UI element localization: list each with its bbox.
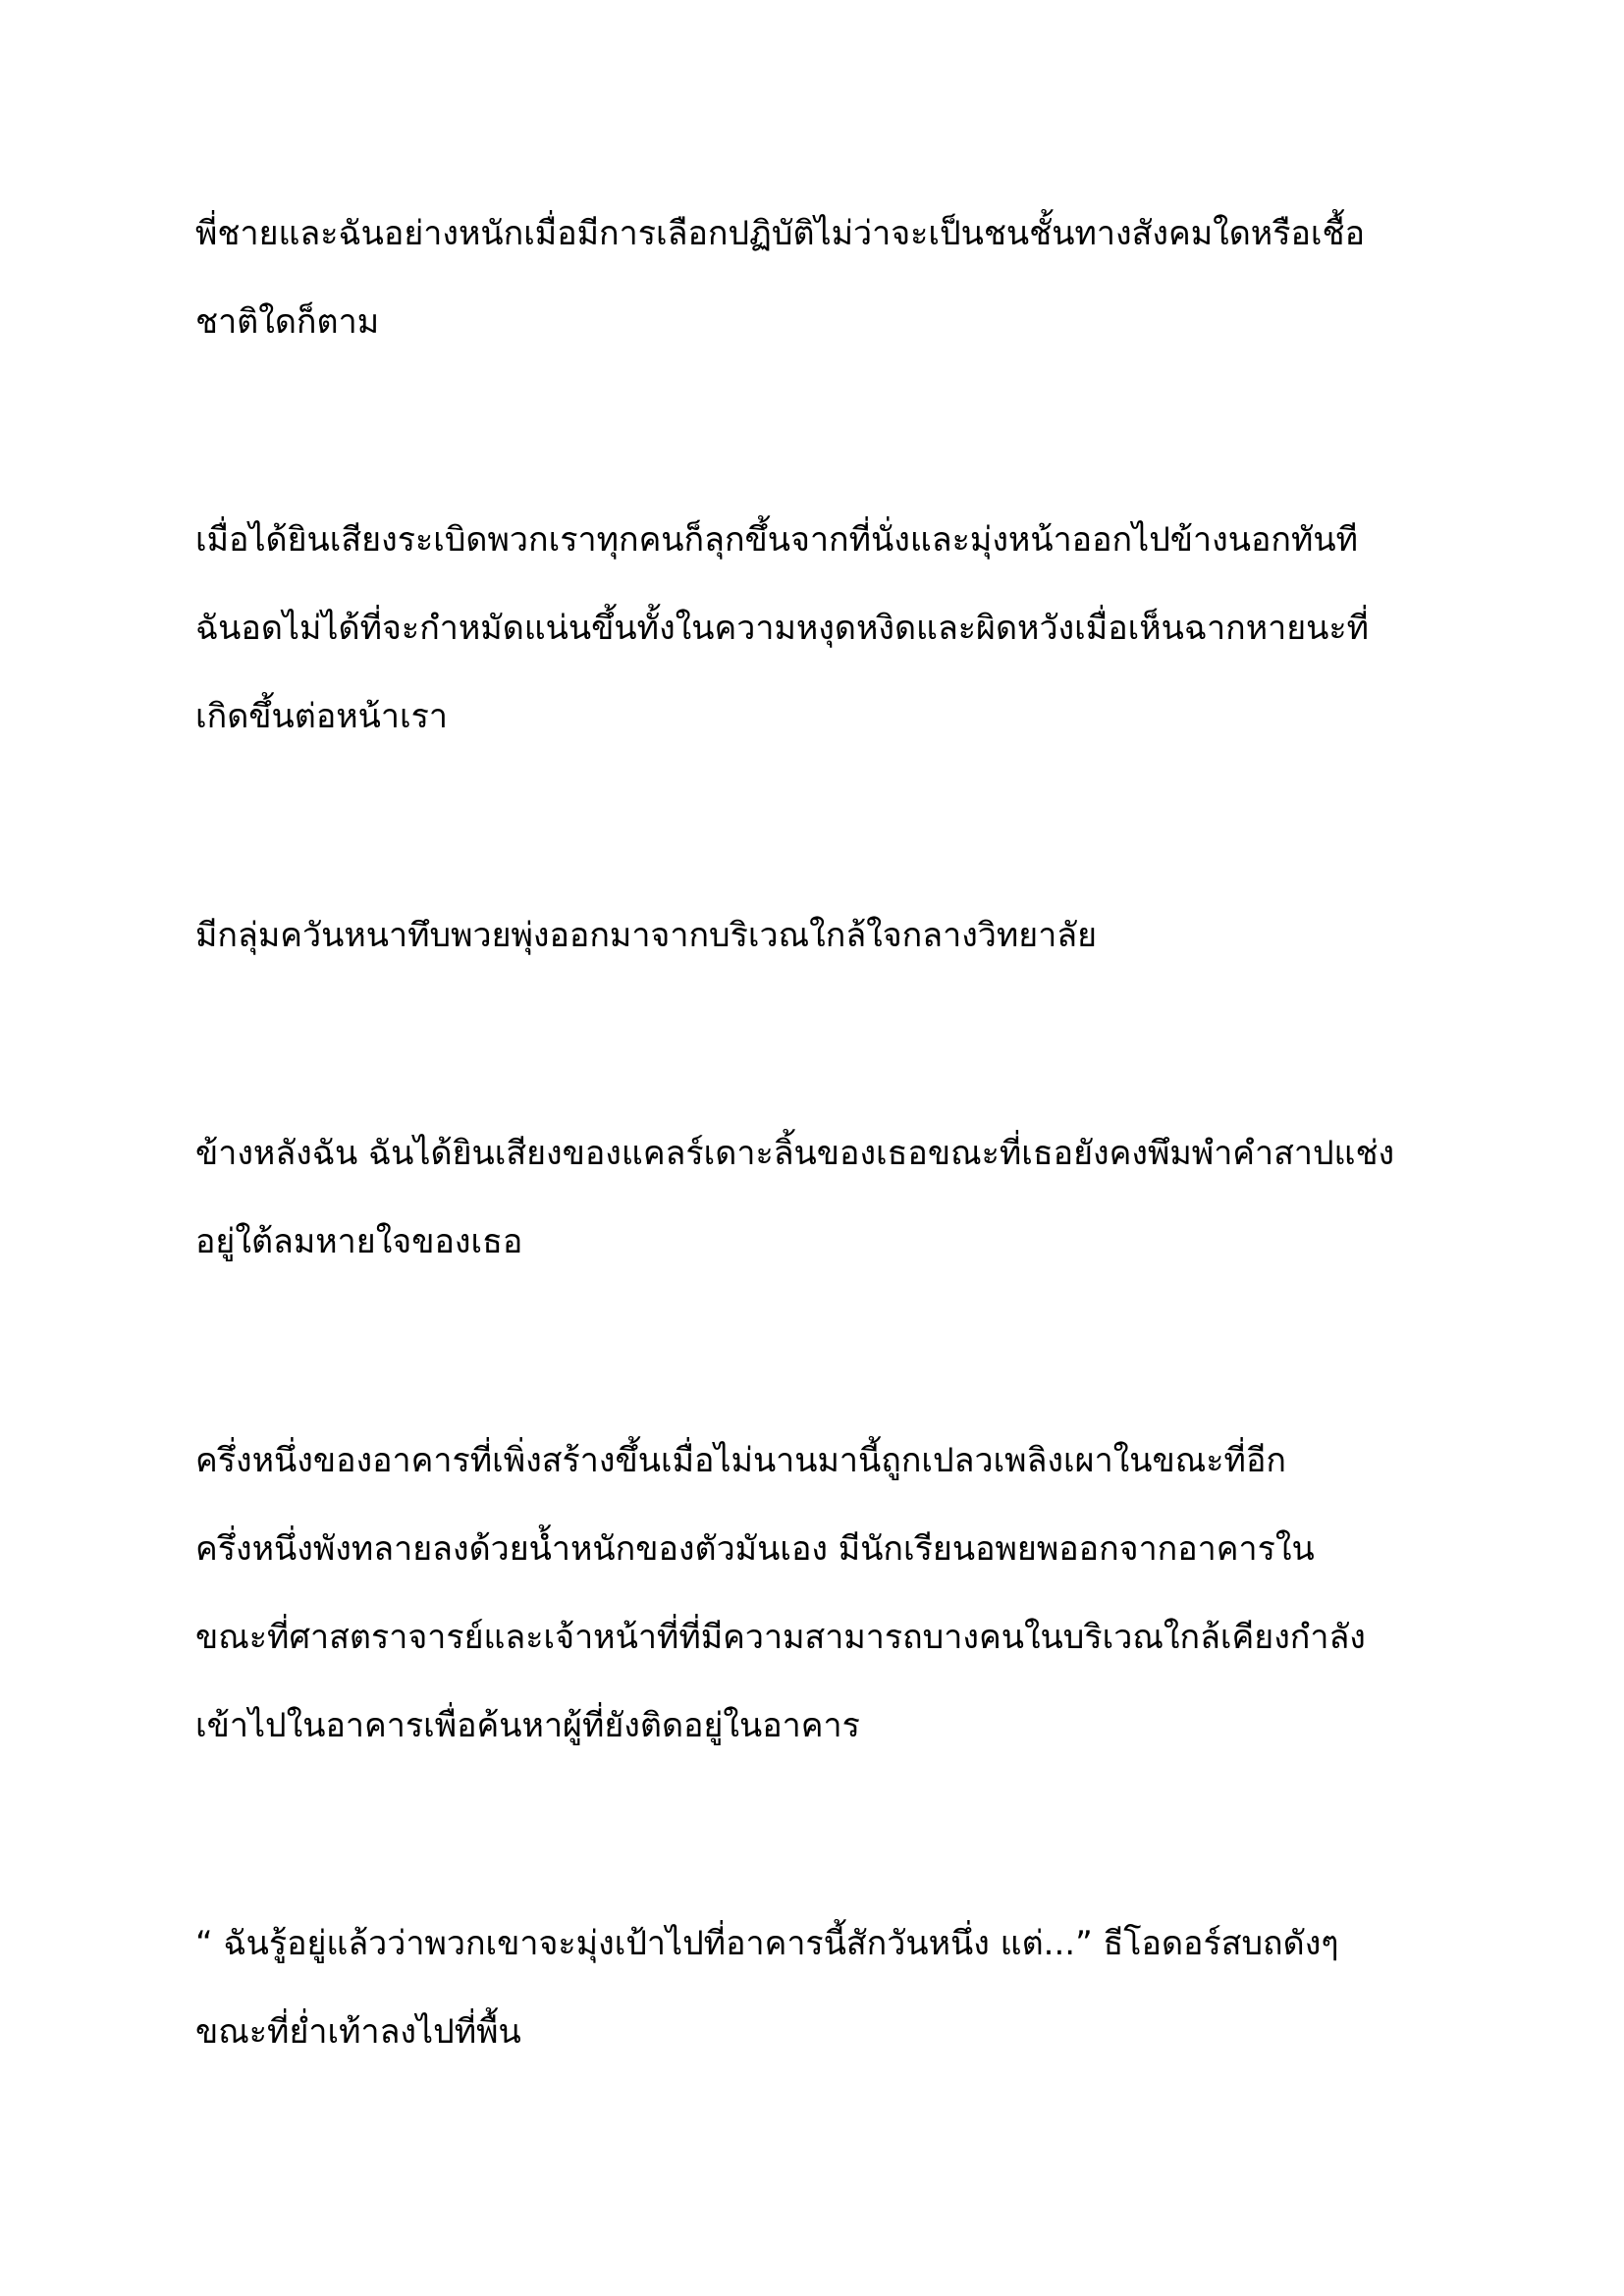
paragraph-1 [195, 189, 1472, 366]
paragraph-4 [195, 1109, 1472, 1286]
paragraph-line: ชาติใดก็ตาม [195, 302, 380, 342]
paragraph-line: ครึ่งหนึ่งของอาคารที่เพิ่งสร้างขึ้นเมื่อไม่นานมานี้ถูกเปลวเพลิงเผาในขณะที่อีก [195, 1441, 1286, 1480]
paragraph-line: มีกลุ่มควันหนาทึบพวยพุ่งออกมาจากบริเวณใกล้ใจกลางวิทยาลัย [195, 916, 1098, 955]
paragraph-line: พี่ชายและฉันอย่างหนักเมื่อมีการเลือกปฏิบัติไม่ว่าจะเป็นชนชั้นทางสังคมใดหรือเชื้อ [195, 214, 1365, 253]
paragraph-line: ขณะที่ศาสตราจารย์และเจ้าหน้าที่ที่มีความสามารถบางคนในบริเวณใกล้เคียงกำลัง [195, 1618, 1366, 1657]
paragraph-line: “ ฉันรู้อยู่แล้วว่าพวกเขาจะมุ่งเป้าไปที่อาคารนี้สักวันหนึ่ง แต่...” ธีโอดอร์สบถดังๆ [195, 1924, 1339, 1963]
paragraph-2 [195, 496, 1472, 761]
paragraph-line: อยู่ใต้ลมหายใจของเธอ [195, 1222, 523, 1261]
paragraph-line: เข้าไปในอาคารเพื่อค้นหาผู้ที่ยังติดอยู่ในอาคาร [195, 1706, 860, 1745]
paragraph-3 [195, 891, 1472, 980]
paragraph-line: ข้างหลังฉัน ฉันได้ยินเสียงของแคลร์เดาะลิ้นของเธอขณะที่เธอยังคงพึมพำคำสาปแช่ง [195, 1134, 1395, 1173]
paragraph-6 [195, 1899, 1472, 2076]
paragraph-5 [195, 1416, 1472, 1770]
paragraph-line: ขณะที่ย่ำเท้าลงไปที่พื้น [195, 2012, 521, 2052]
paragraph-line: ฉันอดไม่ได้ที่จะกำหมัดแน่นขึ้นทั้งในความหงุดหงิดและผิดหวังเมื่อเห็นฉากหายนะที่ [195, 609, 1370, 648]
paragraph-line: ครึ่งหนึ่งพังทลายลงด้วยน้ำหนักของตัวมันเอง มีนักเรียนอพยพออกจากอาคารใน [195, 1529, 1315, 1569]
paragraph-line: เมื่อได้ยินเสียงระเบิดพวกเราทุกคนก็ลุกขึ้นจากที่นั่งและมุ่งหน้าออกไปข้างนอกทันที [195, 520, 1359, 560]
paragraph-line: เกิดขึ้นต่อหน้าเรา [195, 697, 448, 736]
